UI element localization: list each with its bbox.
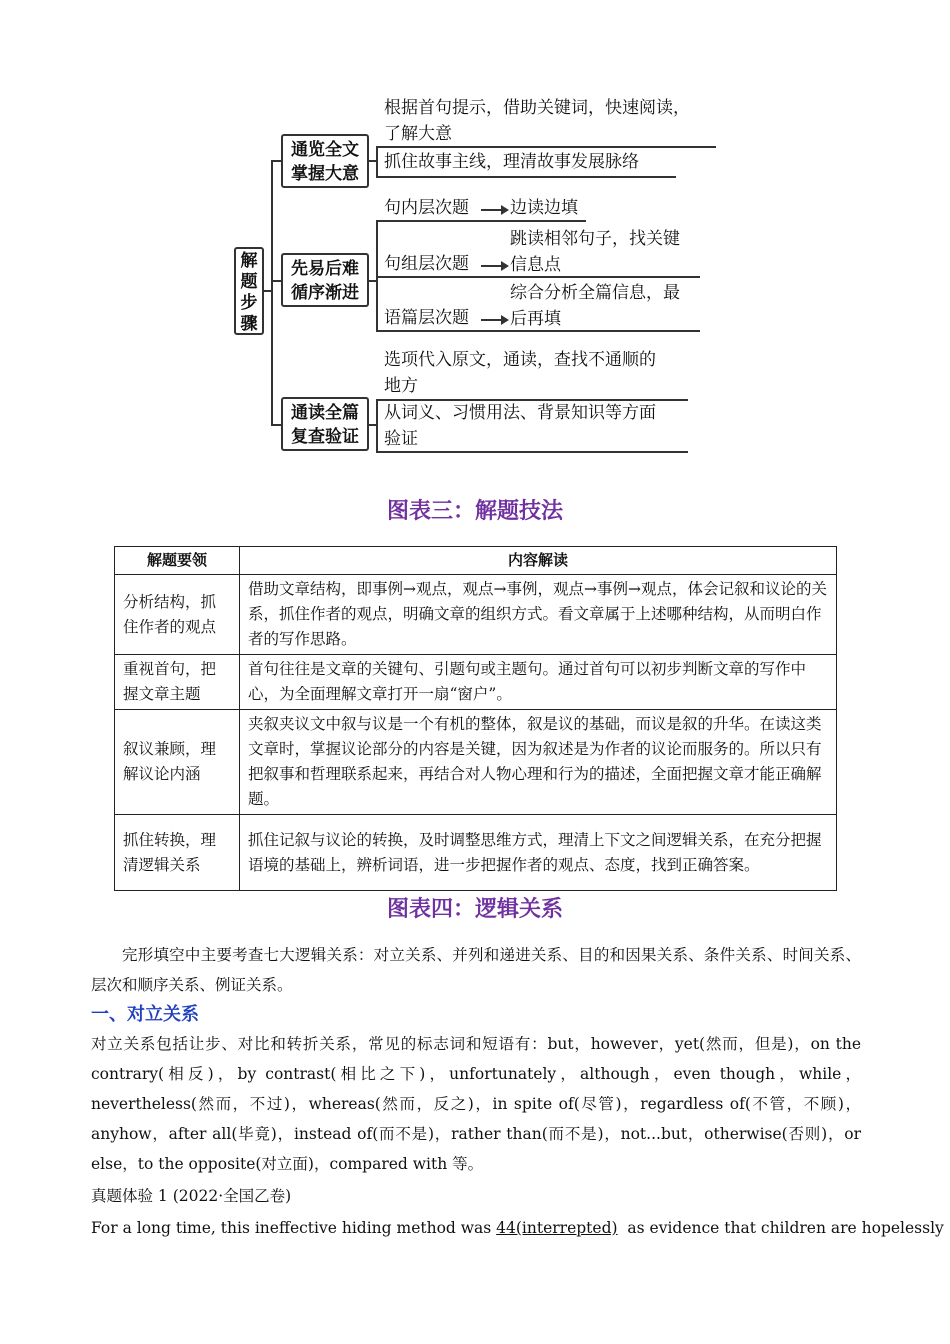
branch-label-line: 循序渐进 [291,283,359,303]
branch-node-overview [281,134,369,188]
connector [369,424,377,426]
leaf-underline [376,451,688,453]
leaf-text [384,149,639,175]
arrow-icon [481,319,507,321]
leaf-underline [376,176,676,178]
chart4-title: 图表四：逻辑关系 [386,897,563,922]
table-header: 解题要领 [115,547,240,575]
table-cell-content: 抓住记叙与议论的转换，及时调整思维方式，理清上下文之间逻辑关系，在充分把握语境的基础上，辨析词语，进一步把握作者的观点、态度，找到正确答案。 [240,815,837,891]
blank-answer: 44(interrepted) [496,1219,618,1237]
branch-node-easy-first [281,253,369,307]
branch-label-line: 掌握大意 [291,164,359,184]
leaf-line: 验证 [384,429,418,449]
root-label: 解题步骤 [240,251,258,334]
leaf-text [384,347,656,399]
table-cell-content: 夹叙夹议文中叙与议是一个有机的整体，叙是议的基础，而议是叙的升华。在读这类文章时，掌握议论部分的内容是关键，因为叙述是为作者的议论而服务的。所以只有把叙事和哲理联系起来，再结合对人物心理和行为的描述，全面把握文章才能正确解题。 [240,710,837,815]
leaf-line: 根据首句提示，借助关键词，快速阅读， [384,98,690,118]
branch-label-line: 通读全篇 [291,403,359,423]
leaf-line: 跳读相邻句子，找关键 [510,229,680,249]
example-text-before: For a long time, this ineffective hiding method was [91,1219,497,1237]
leaf-line: 了解大意 [384,124,452,144]
tips-table [114,546,837,891]
chart3-title: 图表三：解题技法 [386,499,563,524]
table-row [115,710,837,815]
root-node [234,247,264,335]
connector [376,220,378,330]
table-row [115,655,837,710]
example-label: 真题体验 1 (2022·全国乙卷) [91,1187,292,1205]
branch-label-line: 通览全文 [291,140,359,160]
table-cell-content: 首句往往是文章的关键句、引题句或主题句。通过首句可以初步判断文章的写作中心，为全面理解文章打开一扇“窗户”。 [240,655,837,710]
leaf-text [384,400,656,452]
table-cell-content: 借助文章结构，即事例→观点，观点→事例，观点→事例→观点，体会记叙和议论的关系，抓住作者的观点，明确文章的组织方式。看文章属于上述哪种结构，从而明白作者的写作思路。 [240,575,837,655]
table-header-row [115,547,837,575]
leaf-result [510,195,578,221]
leaf-line: 地方 [384,376,418,396]
leaf-result [510,280,680,332]
table-cell-key: 抓住转换，理清逻辑关系 [115,815,240,891]
branch-label-line: 复查验证 [291,427,359,447]
connector [271,160,281,162]
connector [369,280,377,282]
leaf-line: 抓住故事主线，理清故事发展脉络 [384,152,639,172]
connector [271,424,281,426]
leaf-line: 边读边填 [510,198,578,218]
leaf-text [384,95,690,147]
leaf-line: 后再填 [510,309,561,329]
example-sentence [91,1213,944,1243]
table-cell-key: 分析结构，抓住作者的观点 [115,575,240,655]
connector [271,280,281,282]
leaf-line: 综合分析全篇信息，最 [510,283,680,303]
arrow-icon [481,265,507,267]
leaf-underline [376,146,716,148]
section-body: 对立关系包括让步、对比和转折关系，常见的标志词和短语有：but，however，yet(然而，但是)，on the contrary(相反)，by contrast(相比之下)，unfortunately，although，even though，while，nevertheless(然而，不过)，whereas(然而，反之)，in spite of(尽管)，regardless of(不管，不顾)，anyhow，after all(毕竟)，instead of(而不是)，rather than(而不是)，not...but，otherwise(否则)，or else，to the opposite(对立面)，compared with 等。 [91,1035,861,1173]
leaf-line: 信息点 [510,255,561,275]
intro-paragraph: 完形填空中主要考查七大逻辑关系：对立关系、并列和递进关系、目的和因果关系、条件关系、时间关系、层次和顺序关系、例证关系。 [91,946,861,994]
example-text-after: as evidence that children are hopelessly [617,1219,944,1237]
leaf-underline [376,220,586,222]
leaf-line: 从词义、习惯用法、背景知识等方面 [384,403,656,423]
table-row [115,575,837,655]
leaf-line: 选项代入原文，通读，查找不通顺的 [384,350,656,370]
connector [271,160,273,425]
table-cell-key: 重视首句，把握文章主题 [115,655,240,710]
leaf-underline [376,330,700,332]
branch-node-verify [281,397,369,451]
branch-label-line: 先易后难 [291,259,359,279]
question-type: 句内层次题 [384,198,469,218]
table-row [115,815,837,891]
question-type: 语篇层次题 [384,308,469,328]
connector [369,160,377,162]
table-header: 内容解读 [240,547,837,575]
leaf-underline [376,276,700,278]
question-type: 句组层次题 [384,254,469,274]
arrow-icon [481,209,507,211]
table-cell-key: 叙议兼顾，理解议论内涵 [115,710,240,815]
section-heading: 一、对立关系 [91,1004,199,1025]
leaf-result [510,226,680,278]
